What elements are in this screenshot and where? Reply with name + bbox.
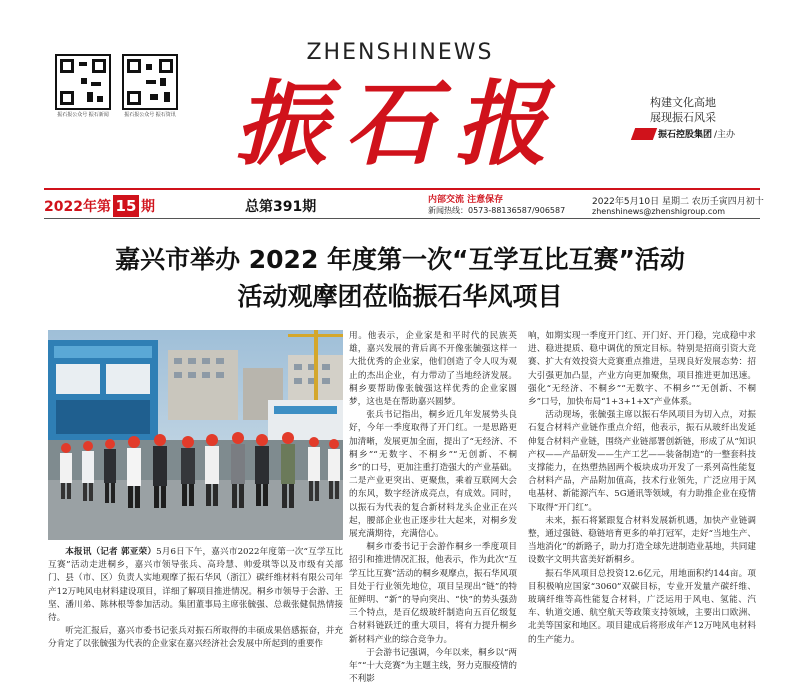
internal-notice: 内部交流 注意保存	[428, 195, 504, 205]
qr-caption: 振石报公众号 振石资讯	[124, 112, 176, 118]
article-paragraph: 用。他表示，企业家是和平时代的民族英雄，嘉兴发展的背后离不开像张毓强这样一大批优秀的企业家，他们创造了令人叹为观止的杰出企业，有力带动了当地经济发展。桐乡要帮助像张毓强这样优秀的企业家圆梦，这也是在帮助嘉兴圆梦。	[349, 331, 517, 408]
article-paragraph: 张兵书记指出，桐乡近几年发展势头良好，今年一季度取得了开门红。一是思路更加清晰，发展更加全面，提出了“无经济、不桐乡”“无数字、不桐乡”“无创新、不桐乡”的口号，更加注重打造强大的产业基础。二是产业更突出、更聚焦，乘着互联网大会的东风，数字经济成亮点，有成效。同时，以振石为代表的复合新材料龙头企业正在兴起，腰部企业也正逐步壮大起来，对桐乡发展充满期待，充满信心。	[349, 410, 517, 540]
article-paragraph: 活动现场，张毓强主席以振石华风项目为切入点，对振石复合材料产业链作重点介绍，他表示，振石从玻纤出发延伸复合材料产业链，围绕产业链部署创新链，形成了从“知识产权——产品研发——生产工艺——装备制造”的一整套科技支撑能力，在热塑热固两个板块成功开发了一系列高性能复合材料产品，产品附加值高，技术行业领先，广泛应用于风电基材、新能源汽车、5G通讯等领域，有力助推企业在疫情下取得“开门红”。	[528, 410, 756, 513]
masthead-latin-name: ZHENSHINEWS	[306, 40, 494, 65]
issue-suffix: 期	[140, 199, 155, 215]
publisher-name: 振石控股集团	[658, 130, 713, 140]
article-paragraph: 于会游书记强调，今年以来，桐乡以“两年”“十大竞赛”为主题主线，努力克服疫情的不利影	[349, 647, 517, 685]
newspaper-logo: 振石报	[234, 70, 565, 178]
masthead-divider	[44, 188, 760, 190]
issue-number	[44, 195, 155, 217]
news-hotline: 新闻热线：0573-88136587/906587	[428, 206, 566, 215]
article-paragraph: 听完汇报后，嘉兴市委书记张兵对振石所取得的丰硕成果倍感振奋，并充分肯定了以张毓强为代表的企业家在嘉兴经济社会发展中所起到的重要作	[48, 626, 343, 650]
byline: 本报讯（记者 郭亚荣）	[65, 547, 157, 557]
publisher-credit	[633, 127, 735, 140]
article-paragraph: 5月6日下午，嘉兴市2022年度第一次“互学互比互赛”活动走进桐乡，嘉兴市领导张兵、高玲慧、帅爱琪等以及市级有关部门、县（市、区）负责人实地观摩了振石华风（浙江）碳纤维材料有限公司年产12万吨风电材料建设项目，详细了解项目推进情况。桐乡市领导于会游、王坚、潘川弟、陈林根等参加活动。集团董事局主席张毓强、总裁张健侃热情接待。	[48, 547, 344, 624]
slogan-line: 展现振石风采	[650, 111, 716, 124]
issue-bar-divider	[44, 218, 760, 219]
qr-caption: 振石报公众号 振石新闻	[57, 112, 109, 118]
masthead-slogan	[650, 95, 716, 125]
headline-second-line: 活动观摩团莅临振石华风项目	[237, 282, 563, 311]
slogan-line: 构建文化高地	[650, 96, 716, 109]
qr-code-icon	[122, 54, 178, 110]
qr-code-icon	[55, 54, 111, 110]
event-photo	[48, 330, 343, 540]
article-paragraph: 振石华风项目总投资12.6亿元，用地面积约144亩。项目积极响应国家“3060”双碳目标，专业开发量产碳纤维、玻璃纤维等高性能复合材料，广泛运用于风电、氢能、汽车、轨道交通、航空航天等政策支持领域，主要出口欧洲、北美等国家和地区。项目建成后将形成年产12万吨风电材料的生产能力。	[528, 568, 756, 645]
issue-year-prefix: 2022年第	[44, 199, 111, 215]
publisher-role: /主办	[714, 130, 736, 140]
article-paragraph: 响，如期实现一季度开门红、开门好、开门稳，完成稳中求进、稳进提质、稳中调优的预定目标。特别是招商引资大竞赛、扩大有效投资大竞赛重点推进，呈现良好发展态势：招大引强更加凸显，产业方向更加聚焦，项目推进更加迅速。强化“无经济、不桐乡”“无数字、不桐乡”“无创新、不桐乡”口号，加快布局“1+3+1+X”产业体系。	[528, 331, 756, 408]
article-column-1	[48, 546, 343, 652]
article-paragraph: 未来，振石将紧跟复合材料发展新机遇，加快产业链调整，通过强链、稳链培育更多的单打冠军，走好“当地生产、当地消化”的新路子，助力打造全球先进制造业基地，共同建设数字文明共富美好新桐乡。	[528, 515, 756, 566]
headline: 嘉兴市举办 2022 年度第一次“互学互比互赛”活动	[115, 245, 685, 274]
article-column-3	[528, 330, 756, 647]
contact-email[interactable]: zhenshinews@zhenshigroup.com	[592, 207, 726, 216]
issue-number-badge: 15	[113, 195, 139, 217]
article-column-2	[349, 330, 517, 686]
zhenshi-group-logo-icon	[631, 128, 657, 140]
issue-date: 2022年5月10日 星期二 农历壬寅四月初十	[592, 197, 764, 207]
total-issue: 总第391期	[245, 199, 317, 215]
article-paragraph: 桐乡市委书记于会游作桐乡一季度项目招引和推进情况汇报，他表示，作为此次“互学互比互赛”活动的桐乡观摩点，振石华风项目处于行业领先地位，项目呈现出“链”的特征鲜明、“新”的导向突出、“快”的势头强劲三个特点，是百亿级玻纤制造向五百亿级复合材料链跃迁的重大项目，将有力提升桐乡新材料产业的综合竞争力。	[349, 542, 517, 645]
